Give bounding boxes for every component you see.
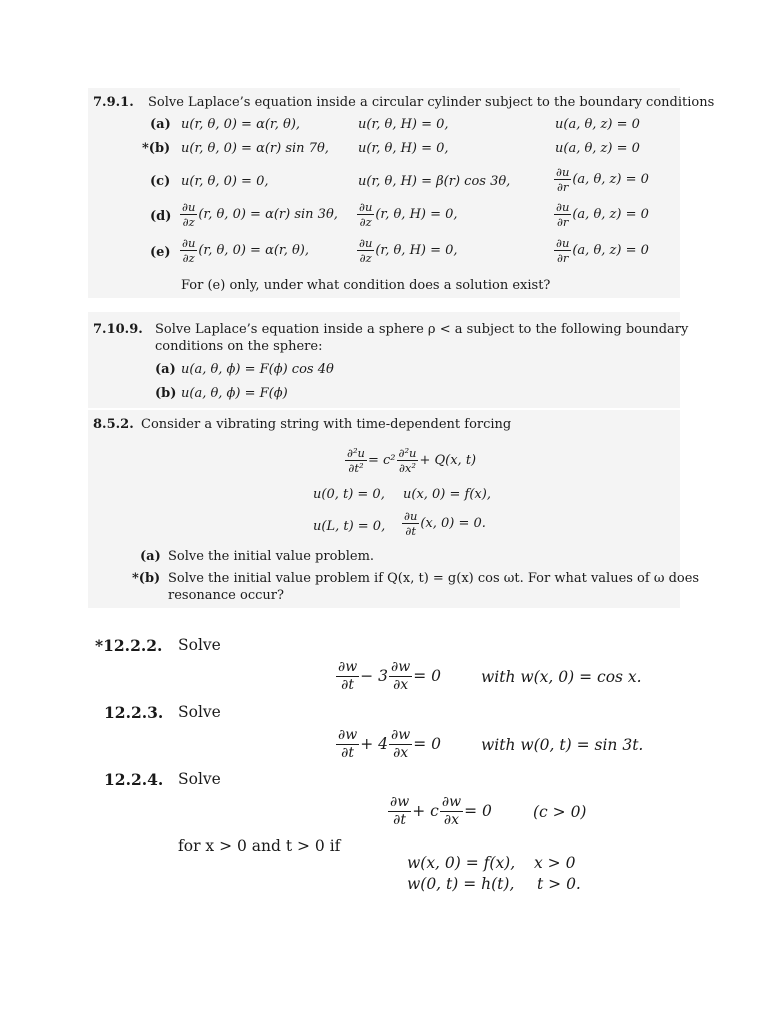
problem-statement: Consider a vibrating string with time-dependent forcing [141, 417, 512, 432]
part-text: Solve the initial value problem if Q(x, t) = g(x) cos ωt. For what values of ω does [168, 571, 700, 586]
math-expression: u(a, θ, ϕ) = F(ϕ) cos 4θ [181, 362, 334, 377]
math-expression: u(r, θ, H) = β(r) cos 3θ, [358, 174, 511, 189]
part-label: (a) [150, 117, 171, 132]
fraction-denominator: ∂r [556, 251, 569, 265]
part-text: Solve the initial value problem. [168, 549, 375, 564]
math-expression [553, 201, 649, 228]
fraction-numerator: ∂u [359, 236, 373, 250]
fraction-denominator: ∂t [405, 524, 416, 538]
fraction-numerator: ∂u [182, 236, 196, 250]
math-expression: u(a, θ, ϕ) = F(ϕ) [181, 386, 288, 401]
part-text-continued: resonance occur? [168, 588, 284, 603]
problem-number: 12.2.3. [104, 703, 164, 722]
math-expression [179, 201, 338, 228]
fraction-numerator: ∂u [359, 200, 373, 214]
math-tail: (r, θ, 0) = α(r) sin 3θ, [198, 206, 338, 222]
math-expression [356, 201, 458, 228]
part-label: (b) [155, 386, 177, 401]
problem-statement: Solve [178, 636, 221, 654]
condition-range: x > 0 [534, 854, 576, 872]
fraction-denominator: ∂x [393, 677, 409, 693]
math-expression: u(r, θ, H) = 0, [358, 141, 449, 156]
math-expression [553, 166, 649, 193]
fraction-numerator: ∂u [556, 165, 570, 179]
fraction-numerator: ∂²u [398, 446, 417, 460]
fraction-denominator: ∂x [443, 812, 460, 828]
fraction-numerator: ∂w [390, 794, 410, 810]
part-label: (c) [150, 174, 171, 189]
math-expression [356, 237, 458, 264]
part-label: (a) [155, 362, 176, 377]
boundary-condition: u(L, t) = 0, [313, 519, 386, 534]
problem-number: *12.2.2. [95, 636, 163, 655]
parameter-constraint: (c > 0) [533, 803, 587, 821]
math-tail: (a, θ, z) = 0 [572, 242, 649, 258]
pde-equation [335, 728, 441, 761]
fraction-numerator: ∂w [338, 659, 358, 675]
initial-condition: w(x, 0) = f(x), [407, 854, 516, 872]
boundary-condition: with w(0, t) = sin 3t. [481, 736, 644, 754]
fraction-numerator: ∂w [391, 727, 411, 743]
fraction-numerator: ∂w [441, 794, 462, 810]
fraction-numerator: ∂u [182, 200, 196, 214]
fraction-denominator: ∂t² [348, 461, 364, 475]
problem-statement: Solve [178, 770, 221, 788]
domain-statement: for x > 0 and t > 0 if [178, 837, 341, 855]
problem-note: For (e) only, under what condition does a solution exist? [181, 278, 551, 293]
math-tail: = 0 [413, 735, 442, 753]
fraction-numerator: ∂u [556, 200, 570, 214]
math-expression: u(r, θ, 0) = α(r, θ), [181, 117, 301, 132]
part-label: (e) [150, 245, 171, 260]
problem-statement: Solve Laplace’s equation inside a sphere ρ < a subject to the following boundary [155, 322, 689, 337]
fraction-denominator: ∂z [359, 215, 372, 229]
math-expression: u(r, θ, 0) = 0, [181, 174, 269, 189]
fraction-numerator: ∂u [556, 236, 570, 250]
boundary-condition: w(0, t) = h(t), [407, 875, 515, 893]
initial-condition [401, 510, 486, 537]
math-tail: (r, θ, 0) = α(r, θ), [198, 242, 310, 258]
math-tail: + Q(x, t) [419, 452, 477, 468]
math-expression: u(a, θ, z) = 0 [555, 141, 640, 156]
boundary-condition: u(0, t) = 0, [313, 487, 385, 502]
part-label: (a) [140, 549, 161, 564]
math-tail: = 0 [464, 802, 492, 820]
condition-range: t > 0. [537, 875, 581, 893]
initial-condition: u(x, 0) = f(x), [403, 487, 491, 502]
fraction-denominator: ∂t [393, 812, 407, 828]
problem-statement-continued: conditions on the sphere: [155, 339, 323, 354]
math-operator: + c [412, 802, 439, 820]
fraction-numerator: ∂²u [347, 446, 365, 460]
part-label: (d) [150, 209, 172, 224]
fraction-denominator: ∂z [182, 251, 195, 265]
fraction-denominator: ∂t [341, 677, 355, 693]
fraction-denominator: ∂x [393, 745, 409, 761]
math-tail: (x, 0) = 0. [420, 515, 486, 531]
fraction-denominator: ∂t [341, 745, 355, 761]
math-operator: + 4 [360, 735, 389, 753]
math-expression: u(r, θ, 0) = α(r) sin 7θ, [181, 141, 329, 156]
problem-statement: Solve Laplace’s equation inside a circular cylinder subject to the boundary conditions [148, 95, 715, 110]
math-operator: = c² [367, 452, 396, 468]
fraction-numerator: ∂w [391, 659, 411, 675]
problem-number: 7.10.9. [93, 322, 143, 337]
math-tail: (r, θ, H) = 0, [375, 242, 458, 258]
math-tail: (a, θ, z) = 0 [572, 206, 649, 222]
math-expression: u(a, θ, z) = 0 [555, 117, 640, 132]
initial-condition: with w(x, 0) = cos x. [481, 668, 642, 686]
fraction-denominator: ∂r [556, 180, 569, 194]
fraction-denominator: ∂x² [398, 461, 416, 475]
math-expression [553, 237, 649, 264]
part-label: *(b) [132, 571, 161, 586]
fraction-denominator: ∂z [359, 251, 372, 265]
math-expression: u(r, θ, H) = 0, [358, 117, 449, 132]
math-tail: (r, θ, H) = 0, [375, 206, 458, 222]
pde-equation [335, 660, 441, 693]
problem-statement: Solve [178, 703, 221, 721]
fraction-denominator: ∂z [182, 215, 195, 229]
fraction-numerator: ∂u [404, 509, 418, 523]
pde-equation [387, 795, 492, 828]
pde-equation [344, 447, 476, 474]
math-tail: = 0 [413, 667, 442, 685]
problem-number: 12.2.4. [104, 770, 164, 789]
problem-number: 7.9.1. [93, 95, 134, 110]
fraction-denominator: ∂r [556, 215, 569, 229]
math-operator: − 3 [360, 667, 389, 685]
math-tail: (a, θ, z) = 0 [572, 171, 649, 187]
problem-number: 8.5.2. [93, 417, 134, 432]
fraction-numerator: ∂w [338, 727, 358, 743]
part-label: *(b) [142, 141, 171, 156]
math-expression [179, 237, 309, 264]
